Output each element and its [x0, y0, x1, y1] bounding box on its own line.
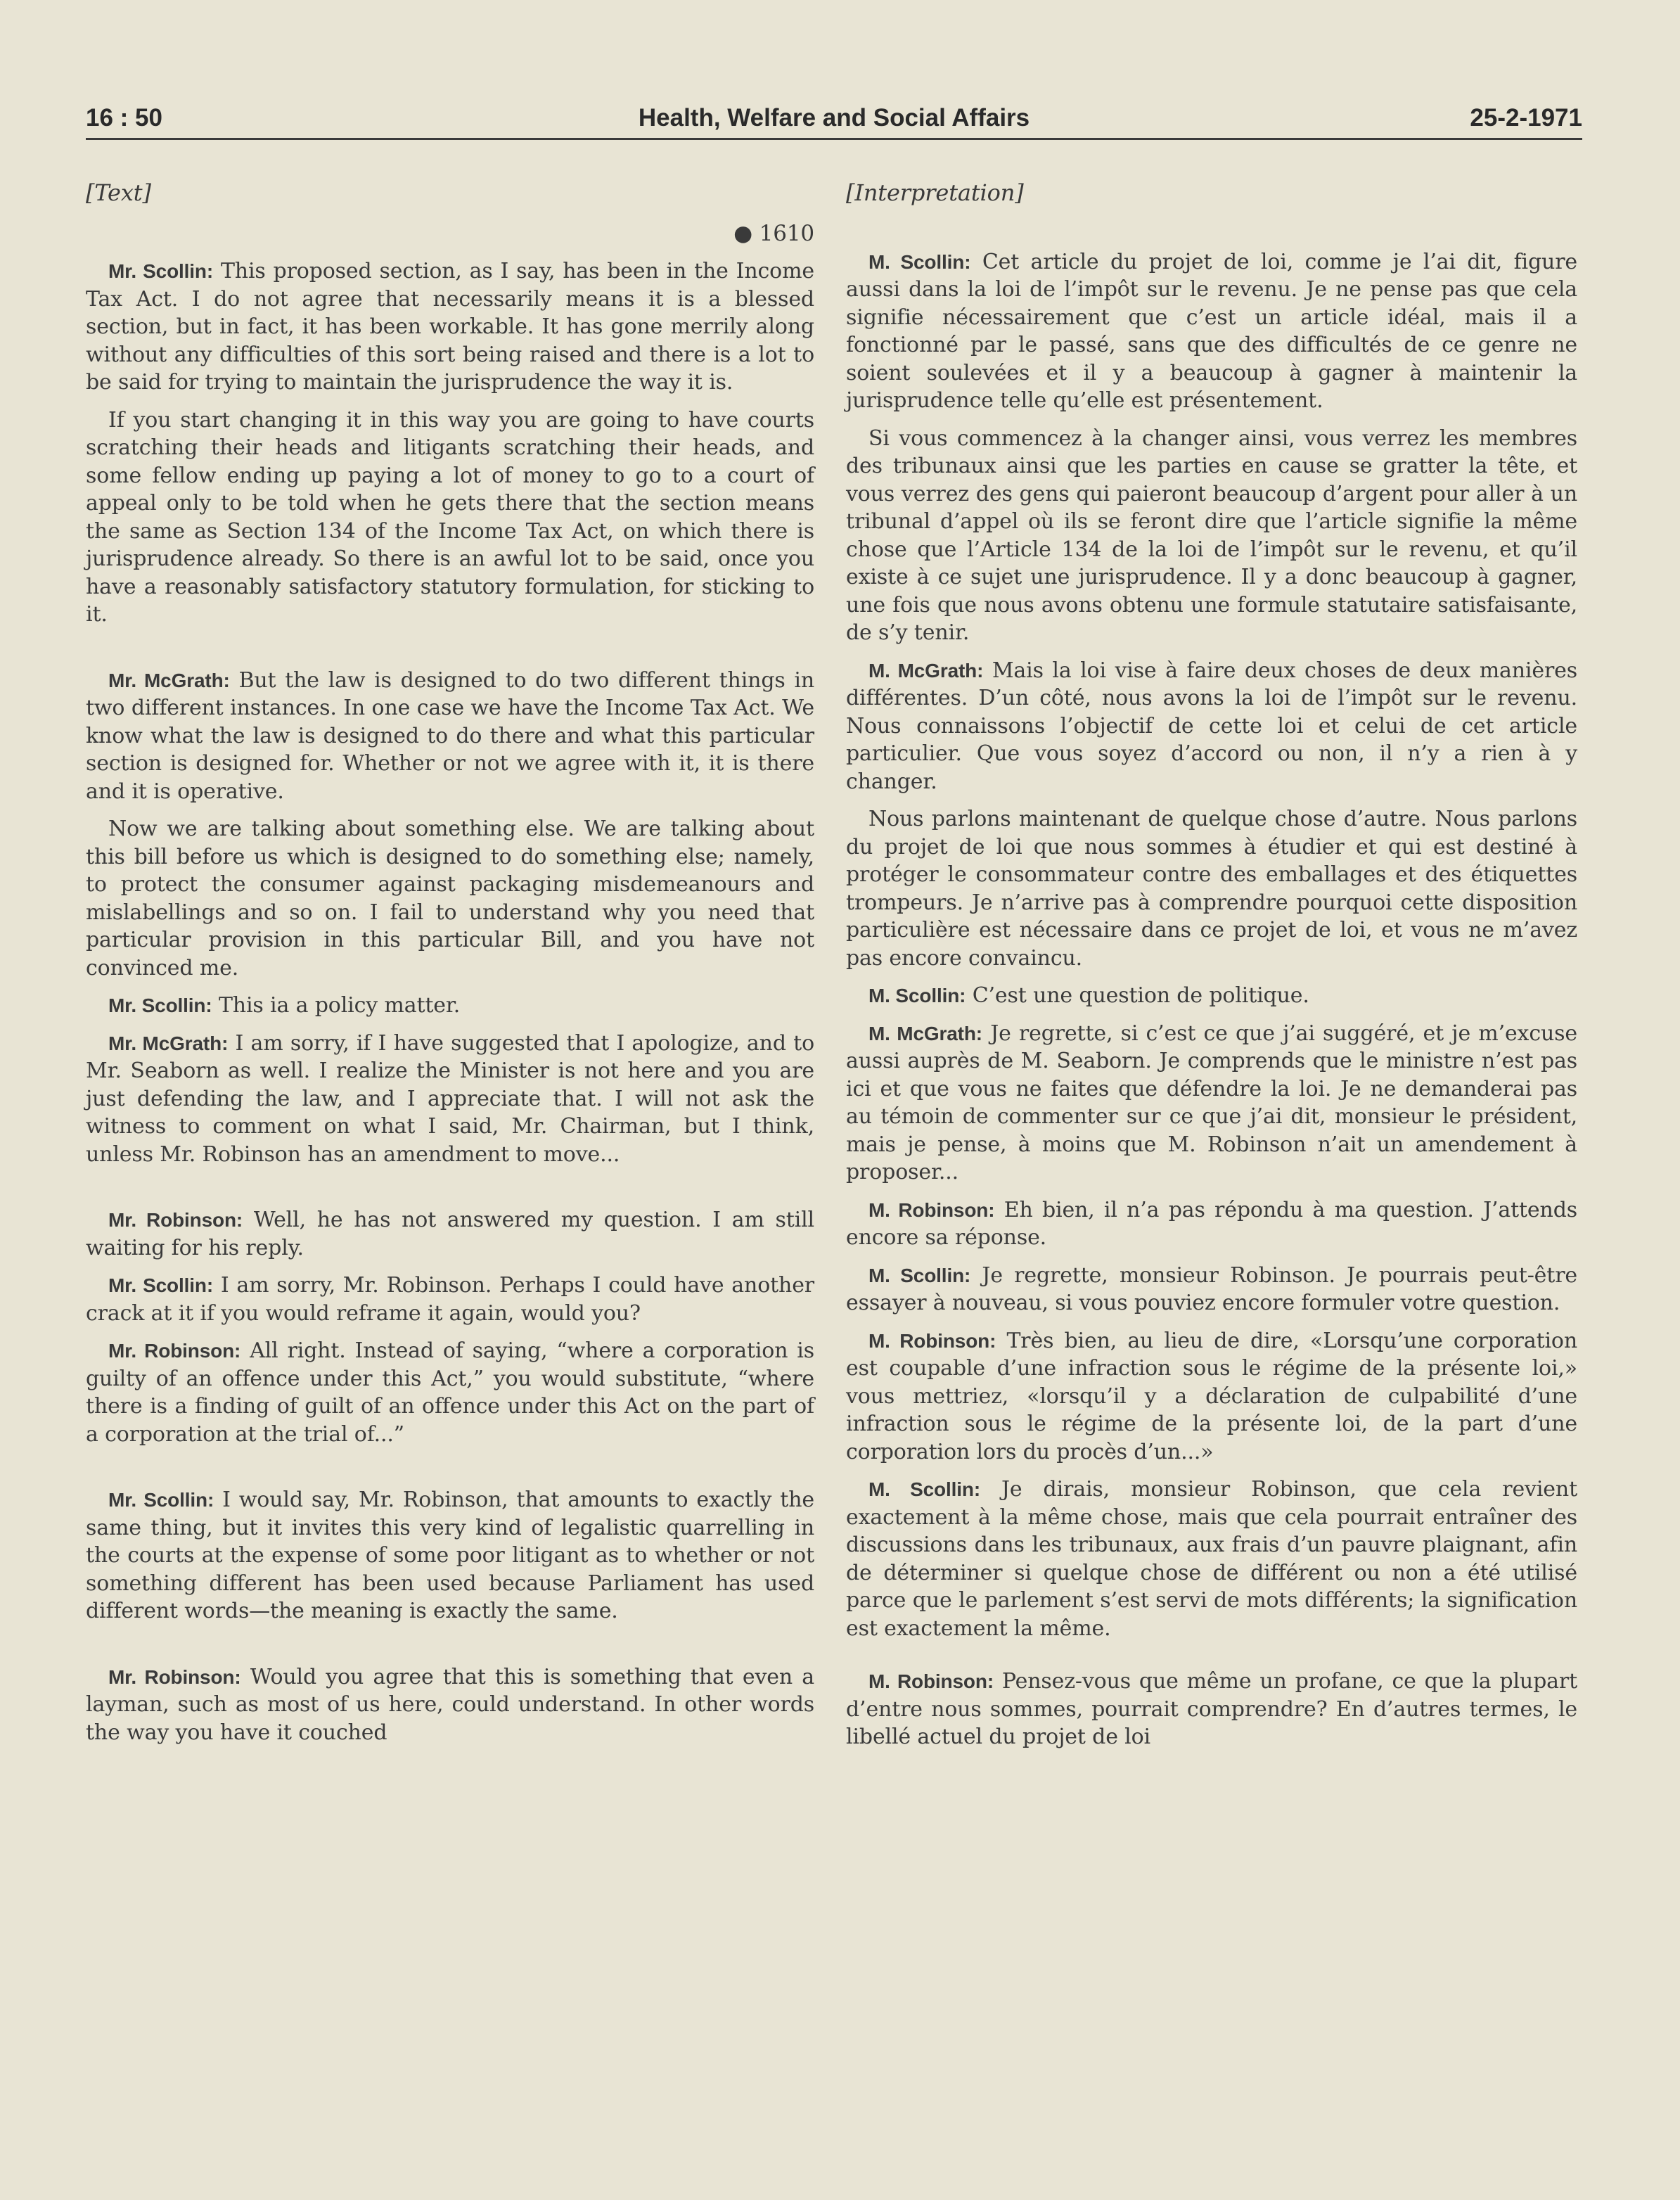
speaker: M. McGrath: [868, 659, 984, 682]
spacer [86, 1635, 814, 1663]
speaker: M. Robinson: [868, 1329, 996, 1352]
publication-title: Health, Welfare and Social Affairs [638, 104, 1030, 132]
spacer [846, 220, 1577, 248]
speech-paragraph: Mr. McGrath: But the law is designed to do two different things in two different instances. In one case we have the Income Tax Act. We know what the law is designed to do there and what this particular section is designed for. Whether or not we agree with it, it is there and it is operative. [86, 667, 814, 804]
english-column [86, 179, 814, 1756]
speech-paragraph: Mr. Scollin: This proposed section, as I say, has been in the Income Tax Act. I do not agree that necessarily means it is a blessed section, but in fact, it has been workable. It has gone merrily along without any difficulties of this sort being raised and there is a lot to be said for trying to maintain the jurisprudence the way it is. [86, 259, 814, 395]
page-number: 16 : 50 [86, 104, 162, 132]
speech-paragraph: Mr. Scollin: I would say, Mr. Robinson, that amounts to exactly the same thing, but it invites this very kind of legalistic quarrelling in the courts at the expense of some poor litigant as to whether or not something different has been used because Parliament has used different words—the meaning is exactly the same. [86, 1488, 814, 1623]
spacer [86, 1458, 814, 1486]
speech-paragraph: Si vous commencez à la changer ainsi, vous verrez les membres des tribunaux ainsi que les parties en cause se gratter la tête, et vous verrez des gens qui paieront beaucoup d’argent pour aller à un tribunal d’appel où ils se feront dire que l’article signifie la même chose que l’Article 134 de la loi de l’impôt sur le revenu, et qu’il existe à ce sujet une jurisprudence. Il y a donc beaucoup à gagner, une fois que nous avons obtenu une formule statutaire satisfaisante, de s’y tenir. [846, 426, 1577, 645]
speaker: M. Scollin: [868, 1264, 971, 1286]
speech-paragraph: Mr. Robinson: Well, he has not answered my question. I am still waiting for his reply. [86, 1208, 814, 1260]
french-column [846, 179, 1577, 1761]
speech-paragraph: M. Robinson: Eh bien, il n’a pas répondu à ma question. J’attends encore sa réponse. [846, 1197, 1577, 1250]
speech-paragraph: Mr. Robinson: Would you agree that this is something that even a layman, such as most of us here, could understand. In other words the way you have it couched [86, 1664, 815, 1745]
speech-paragraph: Mr. McGrath: I am sorry, if I have suggested that I apologize, and to Mr. Seaborn as well. I realize the Minister is not here and you are just defending the law, and I appreciate that. I will not ask the witness to comment on what I said, Mr. Chairman, but I think, unless Mr. Robinson has an amendment to move... [86, 1030, 814, 1167]
speech-paragraph: M. Robinson: Très bien, au lieu de dire, «Lorsqu’une corporation est coupable d’une infraction sous le régime de la présente loi,» vous mettriez, «lorsqu’il y a déclaration de culpabilité d’une infraction sous le régime de la présente loi, de la part d’une corporation lors du procès d’un...» [846, 1328, 1577, 1464]
speaker: M. Robinson: [868, 1198, 995, 1221]
spacer [846, 1652, 1577, 1668]
speech-paragraph: M. Robinson: Pensez-vous que même un profane, ce que la plupart d’entre nous sommes, pourrait comprendre? En d’autres termes, le libellé actuel du projet de loi [846, 1669, 1577, 1749]
speech-paragraph: If you start changing it in this way you are going to have courts scratching their heads and litigants scratching their heads, and some fellow ending up paying a lot of money to go to a court of appeal only to be told when he gets there that the section means the same as Section 134 of the Income Tax Act, on which there is jurisprudence already. So there is an awful lot to be said, once you have a reasonably satisfactory statutory formulation, for sticking to it. [86, 407, 814, 627]
speech-paragraph: M. Scollin: Cet article du projet de loi, comme je l’ai dit, figure aussi dans la loi de l’impôt sur le revenu. Je ne pense pas que cela signifie nécessairement que c’est un article idéal, mais il a fonctionné par le passé, sans que des difficultés de ce genre ne soient soulevées et il y a beaucoup à gagner à maintenir la jurisprudence telle qu’elle est présentement. [846, 249, 1577, 413]
speaker: M. McGrath: [868, 1022, 982, 1044]
spacer [86, 639, 814, 667]
column-label: [Text] [86, 179, 151, 206]
speech-paragraph: Mr. Robinson: All right. Instead of saying, “where a corporation is guilty of an offence under this Act,” you would substitute, “where there is a finding of guilt of an offence under this Act on the part of a corporation at the trial of...” [86, 1338, 814, 1447]
speaker: Mr. McGrath: [108, 1032, 229, 1054]
speech-paragraph: M. Scollin: Je dirais, monsieur Robinson, que cela revient exactement à la même chose, mais que cela pourrait entraîner des discussions dans les tribunaux, aux frais d’un pauvre plaignant, afin de déterminer si quelque chose de différent ou non a été utilisé parce que le parlement s’est servi de mots différents; la signification est exactement la même. [846, 1477, 1577, 1641]
speaker: Mr. Scollin: [108, 1274, 213, 1296]
column-label: [Interpretation] [846, 179, 1024, 206]
header-date: 25-2-1971 [1470, 104, 1582, 132]
speaker: Mr. Robinson: [108, 1340, 241, 1362]
speaker: M. Scollin: [868, 250, 971, 273]
speaker: M. Scollin: [868, 1478, 980, 1500]
speech-paragraph: Mr. Scollin: I am sorry, Mr. Robinson. Perhaps I could have another crack at it if you would reframe it again, would you? [86, 1273, 814, 1326]
speaker: Mr. Scollin: [108, 260, 214, 282]
speech-paragraph: Nous parlons maintenant de quelque chose d’autre. Nous parlons du projet de loi que nous sommes à étudier et qui est destiné à protéger le consommateur contre des emballages et des étiquettes trompeurs. Je n’arrive pas à comprendre pourquoi cette disposition particulière est nécessaire dans ce projet de loi, et vous ne m’avez pas encore convaincu. [846, 807, 1577, 971]
speech-paragraph: M. McGrath: Mais la loi vise à faire deux choses de deux manières différentes. D’un côté, nous avons la loi de l’impôt sur le revenu. Nous connaissons l’objectif de cette loi et celui de cet article particulier. Que vous soyez d’accord ou non, il n’y a rien à y changer. [846, 658, 1577, 794]
speaker: Mr. Scollin: [108, 1489, 214, 1511]
speech-paragraph: M. Scollin: C’est une question de politique. [868, 983, 1309, 1008]
speaker: Mr. Robinson: [108, 1209, 243, 1231]
speaker: Mr. Robinson: [108, 1665, 241, 1688]
spacer [86, 1178, 814, 1206]
speech-paragraph: Mr. Scollin: This ia a policy matter. [108, 993, 461, 1018]
speaker: Mr. McGrath: [108, 669, 230, 691]
speaker: M. Scollin: [868, 985, 966, 1006]
speech-paragraph: M. McGrath: Je regrette, si c’est ce que j’ai suggéré, et je m’excuse aussi auprès de M. Seaborn. Je comprends que le ministre n’est pas ici et que vous ne faites que défendre la loi. Je ne demanderai pas au témoin de commenter sur ce que j’ai dit, monsieur le président, mais je pense, à moins que M. Robinson n’ait un amendement à proposer... [846, 1021, 1578, 1184]
speaker: Mr. Scollin: [108, 995, 212, 1016]
time-marker: ● 1610 [733, 220, 814, 246]
speech-paragraph: M. Scollin: Je regrette, monsieur Robinson. Je pourrais peut-être essayer à nouveau, si vous pouviez encore formuler votre question. [846, 1262, 1577, 1315]
header-rule [86, 138, 1582, 140]
speech-paragraph: Now we are talking about something else. We are talking about this bill before us which is designed to do something else; namely, to protect the consumer against packaging misdemeanours and mislabellings and so on. I fail to understand why you need that particular provision in this particular Bill, and you have not convinced me. [86, 817, 814, 980]
speaker: M. Robinson: [868, 1670, 994, 1692]
